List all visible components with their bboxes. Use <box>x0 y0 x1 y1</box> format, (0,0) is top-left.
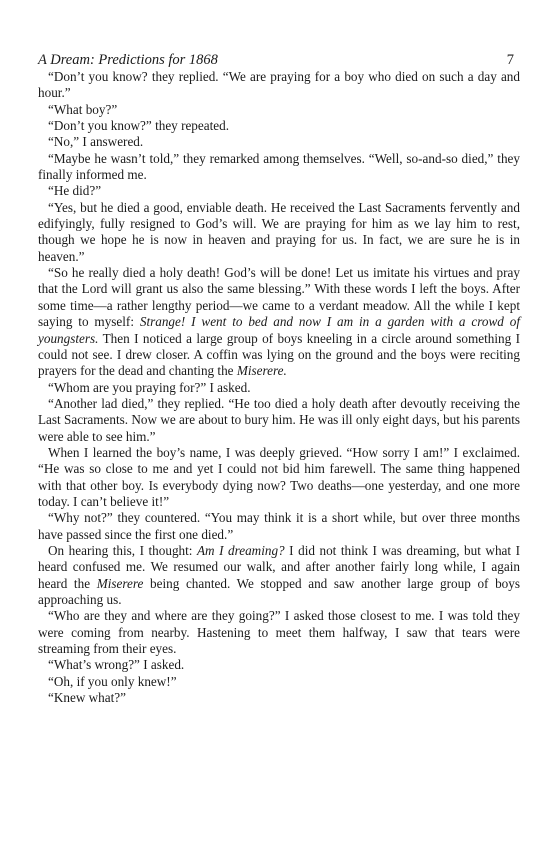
paragraph-9: “Whom are you praying for?” I asked. <box>48 379 251 395</box>
body-text <box>38 69 520 706</box>
paragraph-15: “What’s wrong?” I asked. <box>48 657 185 673</box>
paragraph-10: “Another lad died,” they replied. “He too died a holy death after devoutly receiving the Last Sacraments. Now we are about to bury him. He was ill only eight days, but his parents were able to see him.” <box>38 395 520 444</box>
italic-dreaming: Am I dreaming? <box>196 542 285 558</box>
italic-miserere: Miserere <box>96 575 144 591</box>
paragraph-6: “He did?” <box>48 183 102 199</box>
paragraph-7: “Yes, but he died a good, enviable death. He received the Last Sacraments fervently and edifyingly, fully resigned to God’s will. We are praying for him as we lay him to rest, though we hope he is now in heaven and praying for us. In fact, we are sure he is in heaven.” <box>38 199 520 264</box>
paragraph-4: “No,” I answered. <box>48 134 144 150</box>
italic-miserere: Miserere. <box>236 363 287 379</box>
page-number: 7 <box>506 52 514 68</box>
italic-thought: Strange! I went to bed and now I am in a garden with a crowd of youngsters. <box>38 314 520 346</box>
paragraph-2: “What boy?” <box>48 101 118 117</box>
book-page <box>38 52 520 706</box>
paragraph-8: “So he really died a holy death! God’s will be done! Let us imitate his virtues and pray that the Lord will grant us also the same blessing.” With these words I left the boys. After some time—a rather lengthy period—we came to a verdant meadow. All the while I kept saying to myself: Strange! I went to bed and now I am in a garden with a crowd of youngsters. Then I noticed a large group of boys kneeling in a circle around something I could not see. I drew closer. A coffin was lying on the ground and the boys were reciting prayers for the dead and chanting the Miserere. <box>38 265 520 379</box>
paragraph-12: “Why not?” they countered. “You may think it is a short while, but over three months have passed since the first one died.” <box>38 510 520 542</box>
paragraph-14: “Who are they and where are they going?” I asked those closest to me. I was told they were coming from nearby. Hastening to meet them halfway, I saw that tears were streaming from their eyes. <box>38 608 520 657</box>
paragraph-3: “Don’t you know?” they repeated. <box>48 118 230 134</box>
paragraph-5: “Maybe he wasn’t told,” they remarked among themselves. “Well, so-and-so died,” they finally informed me. <box>38 150 520 183</box>
running-head <box>38 52 520 69</box>
paragraph-16: “Oh, if you only knew!” <box>48 673 177 689</box>
running-title: A Dream: Predictions for 1868 <box>38 52 218 68</box>
paragraph-17: “Knew what?” <box>48 690 126 706</box>
paragraph-1: “Don’t you know? they replied. “We are praying for a boy who died on such a day and hour.” <box>38 69 520 101</box>
paragraph-13: On hearing this, I thought: Am I dreaming? I did not think I was dreaming, but what I heard confused me. We resumed our walk, and after another fairly long while, I again heard the Miserere being chanted. We stopped and saw another large group of boys approaching us. <box>38 542 520 607</box>
paragraph-11: When I learned the boy’s name, I was deeply grieved. “How sorry I am!” I exclaimed. “He was so close to me and yet I could not bid him farewell. The same thing happened with that other boy. Is everybody dying now? Two deaths—one yesterday, and one more today. I can’t believe it!” <box>38 444 520 509</box>
